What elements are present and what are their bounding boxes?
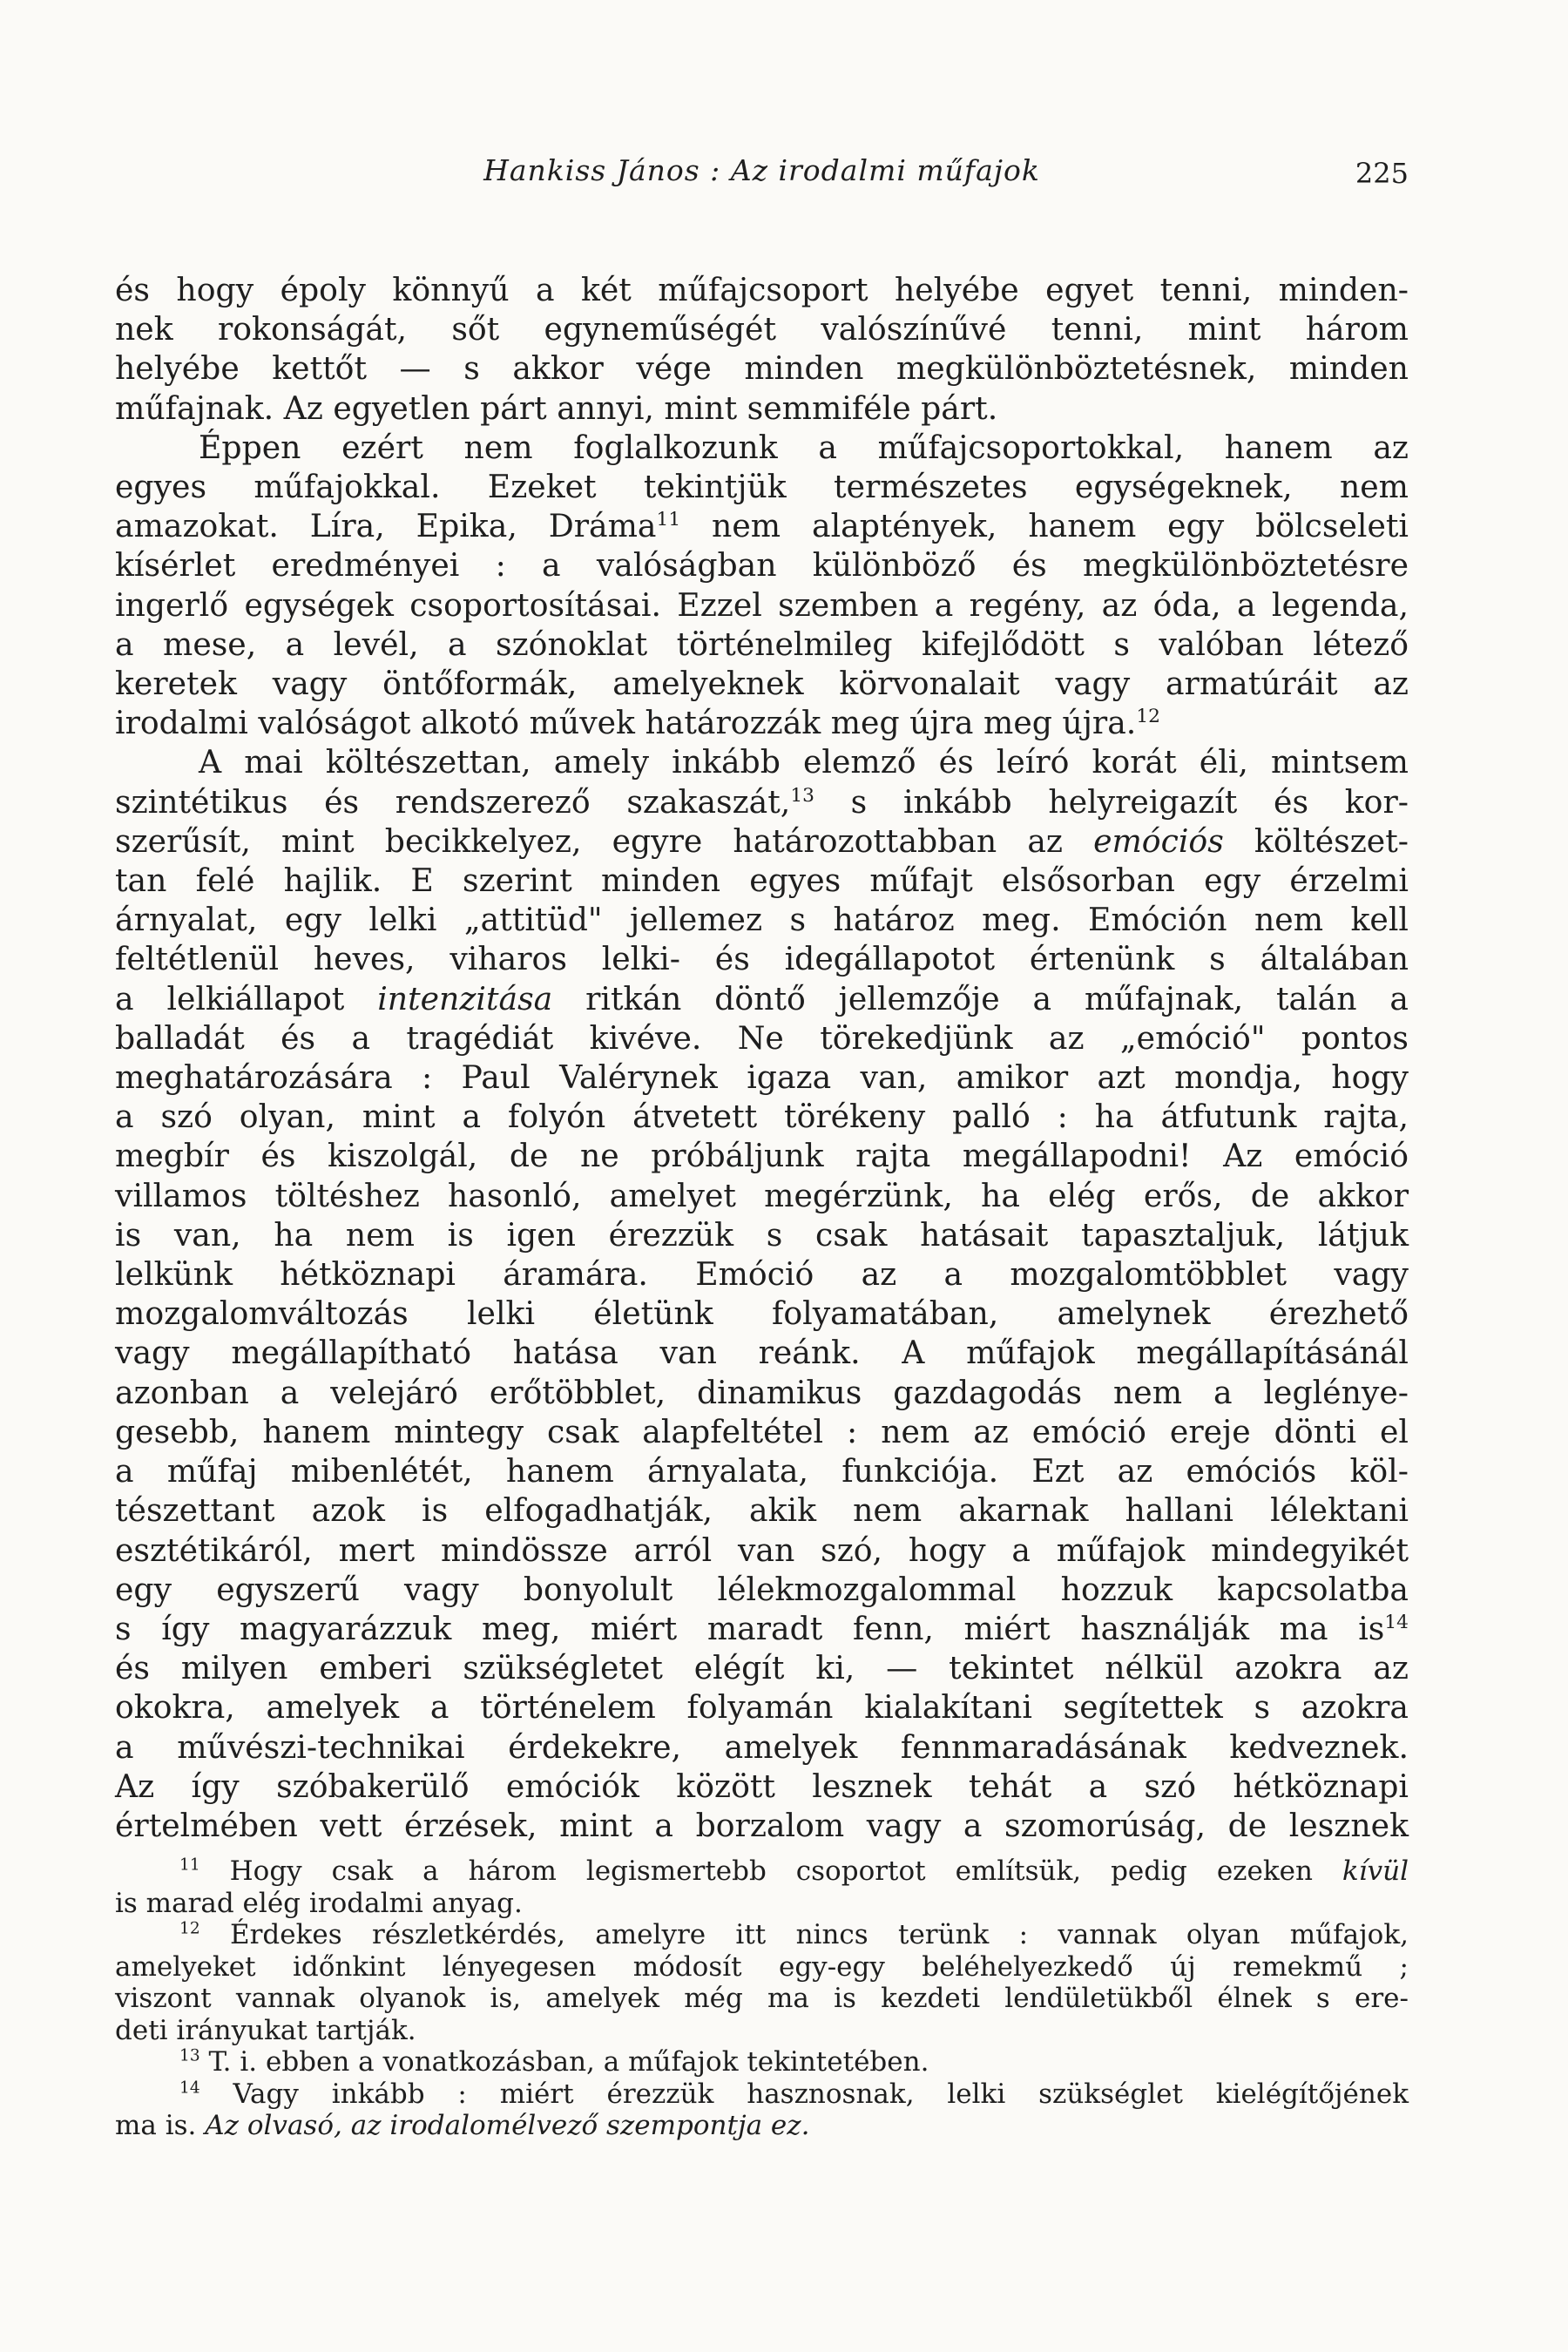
text-line: a mese, a levél, a szónoklat történelmileg kifejlődött s valóban létező (115, 625, 1409, 663)
footnotes (115, 1855, 1409, 2142)
text-line: feltétlenül heves, viharos lelki- és idegállapotot értenünk s általában (115, 940, 1409, 978)
running-head: Hankiss János : Az irodalmi műfajok (483, 153, 1040, 187)
text-segment: s így magyarázzuk meg, miért maradt fenn, miért használják ma is (115, 1609, 1385, 1647)
text-line: a művészi-technikai érdekekre, amelyek fennmaradásának kedveznek. (115, 1727, 1409, 1766)
footnote-number: 11 (179, 1855, 200, 1875)
text-line: viszont vannak olyanok is, amelyek még ma is kezdeti lendületükből élnek s ere- (115, 1983, 1409, 2014)
footnote-ref-12: 12 (1136, 706, 1160, 728)
text-line: amelyeket időnkint lényegesen módosít egy-egy beléhelyezkedő új remekmű ; (115, 1950, 1409, 1983)
footnote-ref-14: 14 (1384, 1611, 1409, 1633)
text-line: a szó olyan, mint a folyón átvetett törékeny palló : ha átfutunk rajta, (115, 1098, 1409, 1136)
text-line: egyes műfajokkal. Ezeket tekintjük természetes egységeknek, nem (115, 468, 1409, 506)
text-line: ingerlő egységek csoportosításai. Ezzel szemben a regény, az óda, a legenda, (115, 585, 1409, 624)
text-line (115, 782, 1409, 821)
text-segment: ritkán döntő jellemzője a műfajnak, talán a (585, 979, 1409, 1017)
text-segment: irodalmi valóságot alkotó művek határozzák meg újra meg újra. (115, 704, 1137, 742)
text-line: egy egyszerű vagy bonyolult lélekmozgalommal hozzuk kapcsolatba (115, 1570, 1409, 1608)
text-line: értelmében vett érzések, mint a borzalom vagy a szomorúság, de lesznek (115, 1806, 1409, 1844)
text-line: megbír és kiszolgál, de ne próbáljunk rajta megállapodni! Az emóció (115, 1137, 1409, 1175)
text-line: helyébe kettőt — s akkor vége minden megkülönböztetésnek, minden (115, 349, 1409, 388)
text-line (115, 1609, 1409, 1648)
page-number: 225 (1355, 157, 1409, 190)
text-segment: Hogy csak a három legismertebb csoportot említsük, pedig ezeken (229, 1855, 1313, 1887)
text-segment: s inkább helyreigazít és kor- (850, 782, 1409, 821)
text-line: vagy megállapítható hatása van reánk. A műfajok megállapításánál (115, 1334, 1409, 1372)
text-line: kísérlet eredményei : a valóságban különböző és megkülönböztetésre (115, 546, 1409, 585)
text-line (115, 506, 1409, 545)
text-segment: szintétikus és rendszerező szakaszát, (115, 782, 791, 821)
text-segment: költészet- (1254, 821, 1409, 860)
text-segment: Érdekes részletkérdés, amelyre itt nincs terünk : vannak olyan műfajok, (229, 1919, 1409, 1950)
emphasis: Az olvasó, az irodalomélvező szempontja ez. (205, 2110, 810, 2141)
footnote-11 (115, 1855, 1409, 1919)
text-line: deti irányukat tartják. (115, 2014, 416, 2046)
text-line: okokra, amelyek a történelem folyamán kialakítani segítettek s azokra (115, 1688, 1409, 1727)
text-line: A mai költészettan, amely inkább elemző és leíró korát éli, mintsem (199, 743, 1409, 781)
text-line: esztétikáról, mert mindössze arról van szó, hogy a műfajok mindegyikét (115, 1531, 1409, 1569)
text-line: balladát és a tragédiát kivéve. Ne törekedjünk az „emóció" pontos (115, 1018, 1409, 1057)
text-line (115, 703, 1409, 742)
text-line (115, 2046, 1409, 2078)
text-line: árnyalat, egy lelki „attitüd" jellemez s határoz meg. Emóción nem kell (115, 901, 1409, 939)
text-line: a műfaj mibenlétét, hanem árnyalata, funkciója. Ezt az emóciós köl- (115, 1452, 1409, 1490)
text-line (115, 821, 1409, 861)
paragraph (115, 270, 1409, 428)
emphasis: intenzitása (377, 979, 553, 1017)
footnote-ref-13: 13 (790, 784, 814, 807)
footnote-number: 13 (179, 2046, 200, 2065)
footnote-14 (115, 2078, 1409, 2142)
text-line (115, 979, 1409, 1018)
text-line: nek rokonságát, sőt egyneműségét valószínűvé tenni, mint három (115, 310, 1409, 348)
text-line: azonban a velejáró erőtöbblet, dinamikus gazdagodás nem a leglénye- (115, 1373, 1409, 1411)
paragraph (115, 428, 1409, 743)
text-line: is marad elég irodalmi anyag. (115, 1887, 523, 1919)
text-line: és milyen emberi szükségletet elégít ki, — tekintet nélkül azokra az (115, 1649, 1409, 1687)
text-line (115, 1855, 1409, 1888)
page-header (115, 150, 1409, 202)
text-line: tészettant azok is elfogadhatják, akik nem akarnak hallani lélektani (115, 1491, 1409, 1530)
text-line: villamos töltéshez hasonló, amelyet megérzünk, ha elég erős, de akkor (115, 1176, 1409, 1214)
text-line: lelkünk hétköznapi áramára. Emóció az a mozgalomtöbblet vagy (115, 1255, 1409, 1294)
text-segment: nem alaptények, hanem egy bölcseleti (712, 507, 1409, 545)
text-segment: ma is. (115, 2110, 197, 2141)
text-line: Az így szóbakerülő emóciók között lesznek tehát a szó hétköznapi (115, 1767, 1409, 1805)
text-line: mozgalomváltozás lelki életünk folyamatában, amelynek érezhető (115, 1294, 1409, 1333)
main-text (115, 270, 1409, 1845)
text-line: gesebb, hanem mintegy csak alapfeltétel : nem az emóció ereje dönti el (115, 1412, 1409, 1450)
footnote-13 (115, 2046, 1409, 2078)
text-segment: amazokat. Líra, Epika, Dráma (115, 507, 657, 545)
text-segment: a lelkiállapot (115, 979, 345, 1017)
paragraph (115, 742, 1409, 1845)
text-line: és hogy époly könnyű a két műfajcsoport helyébe egyet tenni, minden- (115, 271, 1409, 308)
text-segment: Vagy inkább : miért érezzük hasznosnak, lelki szükséglet kielégítőjének (233, 2078, 1409, 2110)
footnote-number: 12 (179, 1919, 200, 1938)
text-line: Éppen ezért nem foglalkozunk a műfajcsoportokkal, hanem az (199, 428, 1409, 466)
text-line: tan felé hajlik. E szerint minden egyes műfajt elsősorban egy érzelmi (115, 862, 1409, 900)
footnote-12 (115, 1919, 1409, 2046)
text-line (115, 1919, 1409, 1951)
footnote-ref-11: 11 (656, 509, 681, 531)
text-line (115, 2078, 1409, 2111)
text-segment: szerűsít, mint becikkelyez, egyre határozottabban az (115, 821, 1063, 860)
emphasis: emóciós (1093, 821, 1224, 860)
text-line (115, 2110, 1409, 2142)
emphasis: kívül (1342, 1855, 1409, 1887)
text-line: keretek vagy öntőformák, amelyeknek körvonalait vagy armatúráit az (115, 665, 1409, 703)
footnote-number: 14 (179, 2078, 200, 2098)
text-line: műfajnak. Az egyetlen párt annyi, mint semmiféle párt. (115, 389, 998, 427)
text-line: meghatározására : Paul Valérynek igaza van, amikor azt mondja, hogy (115, 1058, 1409, 1097)
text-segment: T. i. ebben a vonatkozásban, a műfajok tekintetében. (208, 2046, 929, 2078)
text-line: is van, ha nem is igen érezzük s csak hatásait tapasztaljuk, látjuk (115, 1215, 1409, 1254)
